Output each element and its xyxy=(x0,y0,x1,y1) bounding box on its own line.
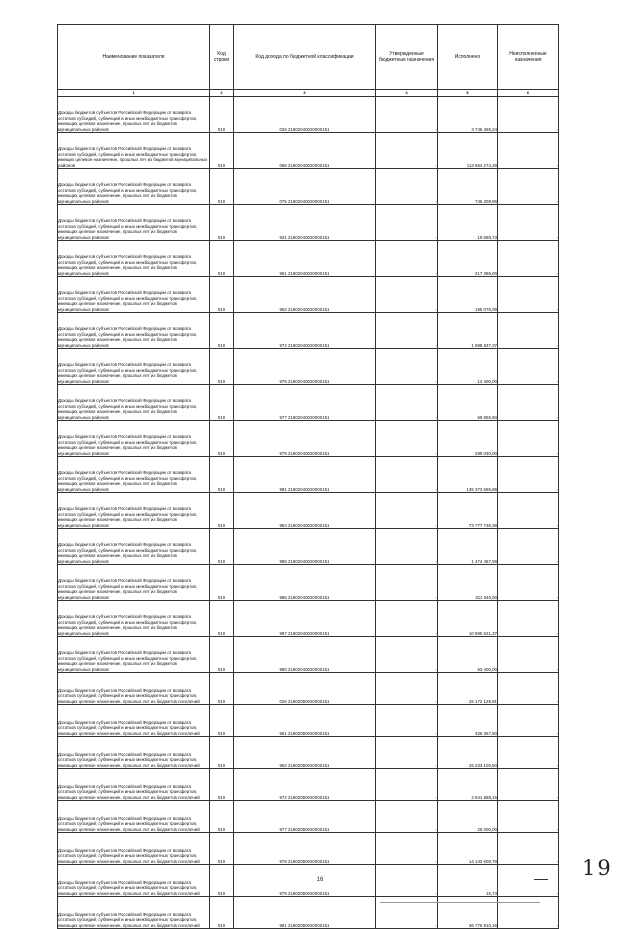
table-row xyxy=(58,385,559,421)
column-number: 6 xyxy=(498,90,559,97)
row-income-code: 962 21802040020000151 xyxy=(234,277,376,313)
row-income-code: 984 21802040020000151 xyxy=(234,493,376,529)
row-line-code: 010 xyxy=(210,241,234,277)
row-unexecuted: - xyxy=(498,493,559,529)
row-approved: - xyxy=(376,277,438,313)
row-income-code: 979 21802040020000151 xyxy=(234,421,376,457)
row-line-code: 010 xyxy=(210,737,234,769)
row-approved: - xyxy=(376,565,438,601)
row-line-code: 010 xyxy=(210,205,234,241)
column-number: 3 xyxy=(234,90,376,97)
row-executed: 113 564 274,28 xyxy=(438,133,498,169)
row-income-code: 987 21802040020000151 xyxy=(234,601,376,637)
row-executed: 36 776 910,16 xyxy=(438,897,498,929)
sheet-stamp-number: 19 xyxy=(582,856,613,880)
row-line-code: 010 xyxy=(210,565,234,601)
row-approved: - xyxy=(376,169,438,205)
table-row xyxy=(58,637,559,673)
row-income-code: 026 21802050020000151 xyxy=(234,673,376,705)
header-line-code: Код строки xyxy=(210,25,234,90)
row-unexecuted: - xyxy=(498,277,559,313)
row-unexecuted: - xyxy=(498,673,559,705)
row-line-code: 010 xyxy=(210,493,234,529)
row-indicator-name: Доходы бюджетов субъектов Российской Федерации от возврата остатков субсидий, субвенций и иных межбюджетных трансфертов, имеющих целевое назначение, прошлых лет из бюджетов поселений xyxy=(58,865,210,897)
row-approved: - xyxy=(376,493,438,529)
row-indicator-name: Доходы бюджетов субъектов Российской Федерации от возврата остатков субсидий, субвенций и иных межбюджетных трансфертов, имеющих целевое назначение, прошлых лет из бюджетов поселений xyxy=(58,737,210,769)
row-indicator-name: Доходы бюджетов субъектов Российской Федерации от возврата остатков субсидий, субвенций и иных межбюджетных трансфертов, имеющих целевое назначение, прошлых лет из бюджетов муниципальных районов xyxy=(58,205,210,241)
row-line-code: 010 xyxy=(210,865,234,897)
table-row xyxy=(58,349,559,385)
row-income-code: 961 21802040020000151 xyxy=(234,241,376,277)
row-unexecuted: - xyxy=(498,421,559,457)
row-income-code: 972 21802050020000151 xyxy=(234,769,376,801)
row-line-code: 010 xyxy=(210,529,234,565)
row-indicator-name: Доходы бюджетов субъектов Российской Федерации от возврата остатков субсидий, субвенций и иных межбюджетных трансфертов, имеющих целевое назначение, прошлых лет из бюджетов муниципальных районов xyxy=(58,313,210,349)
row-indicator-name: Доходы бюджетов субъектов Российской Федерации от возврата остатков субсидий, субвенций и иных межбюджетных трансфертов, имеющих целевое назначение, прошлых лет из бюджетов муниципальных районов xyxy=(58,601,210,637)
row-unexecuted: - xyxy=(498,313,559,349)
row-income-code: 977 21802050020000151 xyxy=(234,801,376,833)
row-unexecuted: - xyxy=(498,97,559,133)
row-executed: 73 777 736,38 xyxy=(438,493,498,529)
row-line-code: 010 xyxy=(210,673,234,705)
stamp-dash xyxy=(534,879,548,880)
header-executed: Исполнено xyxy=(438,25,498,90)
row-unexecuted: - xyxy=(498,205,559,241)
row-approved: - xyxy=(376,673,438,705)
row-indicator-name: Доходы бюджетов субъектов Российской Федерации от возврата остатков субсидий, субвенций и иных межбюджетных трансфертов, имеющих целевое назначение, прошлых лет из бюджетов муниципальных районов xyxy=(58,277,210,313)
table-row xyxy=(58,277,559,313)
row-unexecuted: - xyxy=(498,865,559,897)
table-row xyxy=(58,673,559,705)
row-income-code: 979 21802050020000151 xyxy=(234,865,376,897)
row-indicator-name: Доходы бюджетов субъектов Российской Федерации от возврата остатков субсидий, субвенций и иных межбюджетных трансфертов, имеющих целевое назначение, прошлых лет из бюджетов муниципальных районов xyxy=(58,421,210,457)
row-approved: - xyxy=(376,133,438,169)
row-approved: - xyxy=(376,421,438,457)
row-executed: 746 308,96 xyxy=(438,169,498,205)
row-income-code: 972 21802040020000151 xyxy=(234,313,376,349)
row-income-code: 066 21802040020000151 xyxy=(234,133,376,169)
row-indicator-name: Доходы бюджетов субъектов Российской Федерации от возврата остатков субсидий, субвенций и иных межбюджетных трансфертов, имеющих целевое назначение, прошлых лет из бюджетов муниципальных районов xyxy=(58,385,210,421)
row-executed: 311 046,00 xyxy=(438,565,498,601)
header-indicator-name: Наименование показателя xyxy=(58,25,210,90)
row-unexecuted: - xyxy=(498,833,559,865)
page-number: 16 xyxy=(316,877,324,883)
row-income-code: 962 21802050020000151 xyxy=(234,737,376,769)
row-approved: - xyxy=(376,865,438,897)
row-approved: - xyxy=(376,801,438,833)
row-executed: 69 856,60 xyxy=(438,385,498,421)
row-approved: - xyxy=(376,637,438,673)
row-indicator-name: Доходы бюджетов субъектов Российской Федерации от возврата остатков субсидий, субвенций и иных межбюджетных трансфертов, имеющих целевое назначение, прошлых лет из бюджетов поселений xyxy=(58,897,210,929)
row-line-code: 010 xyxy=(210,769,234,801)
table-row xyxy=(58,421,559,457)
row-line-code: 010 xyxy=(210,705,234,737)
row-unexecuted: - xyxy=(498,169,559,205)
row-approved: - xyxy=(376,349,438,385)
row-unexecuted: - xyxy=(498,769,559,801)
header-unexecuted: Неисполненные назначения xyxy=(498,25,559,90)
row-line-code: 010 xyxy=(210,169,234,205)
row-approved: - xyxy=(376,241,438,277)
row-indicator-name: Доходы бюджетов субъектов Российской Федерации от возврата остатков субсидий, субвенций и иных межбюджетных трансфертов, имеющих целевое назначение, прошлых лет из бюджетов поселений xyxy=(58,801,210,833)
row-executed: 10 995 521,37 xyxy=(438,601,498,637)
row-line-code: 010 xyxy=(210,133,234,169)
row-executed: 16,73 xyxy=(438,865,498,897)
row-unexecuted: - xyxy=(498,705,559,737)
row-unexecuted: - xyxy=(498,897,559,929)
header-approved: Утвержденные бюджетные назначения xyxy=(376,25,438,90)
row-unexecuted: - xyxy=(498,349,559,385)
row-income-code: 931 21802040020000151 xyxy=(234,205,376,241)
row-indicator-name: Доходы бюджетов субъектов Российской Федерации от возврата остатков субсидий, субвенций и иных межбюджетных трансфертов, имеющих целевое назначение, прошлых лет из бюджетов муниципальных районов xyxy=(58,565,210,601)
row-line-code: 010 xyxy=(210,313,234,349)
table-row xyxy=(58,313,559,349)
table-row xyxy=(58,529,559,565)
row-executed: 217 386,00 xyxy=(438,241,498,277)
row-income-code: 976 21802040020000151 xyxy=(234,349,376,385)
row-income-code: 985 21802040020000151 xyxy=(234,529,376,565)
table-row xyxy=(58,833,559,865)
table-row xyxy=(58,601,559,637)
row-line-code: 010 xyxy=(210,833,234,865)
row-indicator-name: Доходы бюджетов субъектов Российской Федерации от возврата остатков субсидий, субвенций и иных межбюджетных трансфертов, имеющих целевое назначение, прошлых лет из бюджетов муниципальных районов xyxy=(58,529,210,565)
row-executed: 325 367,50 xyxy=(438,705,498,737)
table-row xyxy=(58,493,559,529)
row-approved: - xyxy=(376,97,438,133)
table-row xyxy=(58,205,559,241)
header-income-code: Код дохода по бюджетной классификации xyxy=(234,25,376,90)
row-line-code: 010 xyxy=(210,457,234,493)
row-indicator-name: Доходы бюджетов субъектов Российской Федерации от возврата остатков субсидий, субвенций и иных межбюджетных трансфертов, имеющих целевое назначение, прошлых лет из бюджетов поселений xyxy=(58,673,210,705)
row-approved: - xyxy=(376,313,438,349)
row-indicator-name: Доходы бюджетов субъектов Российской Федерации от возврата остатков субсидий, субвенций и иных межбюджетных трансфертов, имеющих целевое назначение, прошлых лет из бюджетов поселений xyxy=(58,705,210,737)
row-executed: 63 400,00 xyxy=(438,637,498,673)
row-unexecuted: - xyxy=(498,385,559,421)
table-row xyxy=(58,457,559,493)
column-number: 4 xyxy=(376,90,438,97)
row-approved: - xyxy=(376,769,438,801)
row-executed: 1 698 537,37 xyxy=(438,313,498,349)
table-row xyxy=(58,565,559,601)
row-unexecuted: - xyxy=(498,241,559,277)
row-approved: - xyxy=(376,833,438,865)
row-executed: 25 000,00 xyxy=(438,801,498,833)
row-executed: 3 746 466,24 xyxy=(438,97,498,133)
row-indicator-name: Доходы бюджетов субъектов Российской Федерации от возврата остатков субсидий, субвенций и иных межбюджетных трансфертов, имеющих целевое назначение, прошлых лет из бюджетов поселений xyxy=(58,833,210,865)
column-number: 5 xyxy=(438,90,498,97)
row-indicator-name: Доходы бюджетов субъектов Российской Федерации от возврата остатков субсидий, субвенций и иных межбюджетных трансфертов, имеющих целевое назначение, прошлых лет из бюджетов муниципальных районов xyxy=(58,493,210,529)
row-unexecuted: - xyxy=(498,801,559,833)
row-executed: 26 172 129,91 xyxy=(438,673,498,705)
row-approved: - xyxy=(376,385,438,421)
row-line-code: 010 xyxy=(210,637,234,673)
row-line-code: 010 xyxy=(210,801,234,833)
column-number: 1 xyxy=(58,90,210,97)
row-income-code: 986 21802040020000151 xyxy=(234,565,376,601)
column-number-row xyxy=(58,90,559,97)
row-income-code: 981 21802040020000151 xyxy=(234,457,376,493)
row-income-code: 961 21802050020000151 xyxy=(234,705,376,737)
row-executed: 135 373 696,89 xyxy=(438,457,498,493)
row-unexecuted: - xyxy=(498,601,559,637)
row-income-code: 978 21802050020000151 xyxy=(234,833,376,865)
row-income-code: 075 21802040020000151 xyxy=(234,169,376,205)
row-line-code: 010 xyxy=(210,349,234,385)
row-approved: - xyxy=(376,205,438,241)
budget-income-table xyxy=(57,24,559,929)
row-line-code: 010 xyxy=(210,385,234,421)
row-indicator-name: Доходы бюджетов субъектов Российской Федерации от возврата остатков субсидий, субвенций и иных межбюджетных трансфертов, имеющих целевое назначение, прошлых лет из бюджетов муниципальных районов xyxy=(58,169,210,205)
row-line-code: 010 xyxy=(210,601,234,637)
column-number: 2 xyxy=(210,90,234,97)
row-unexecuted: - xyxy=(498,133,559,169)
row-line-code: 010 xyxy=(210,897,234,929)
row-unexecuted: - xyxy=(498,457,559,493)
table-row xyxy=(58,705,559,737)
row-indicator-name: Доходы бюджетов субъектов Российской Федерации от возврата остатков субсидий, субвенций и иных межбюджетных трансфертов, имеющих целевое назначение, прошлых лет из бюджетов муниципальных районов xyxy=(58,457,210,493)
row-approved: - xyxy=(376,529,438,565)
row-executed: 19 688,73 xyxy=(438,205,498,241)
row-approved: - xyxy=(376,705,438,737)
row-approved: - xyxy=(376,457,438,493)
row-indicator-name: Доходы бюджетов субъектов Российской Федерации от возврата остатков субсидий, субвенций и иных межбюджетных трансфертов, имеющих целевое назначение, прошлых лет из бюджетов поселений xyxy=(58,769,210,801)
table-row xyxy=(58,241,559,277)
row-executed: 1 474 467,59 xyxy=(438,529,498,565)
row-approved: - xyxy=(376,601,438,637)
row-executed: 14 143 609,78 xyxy=(438,833,498,865)
row-indicator-name: Доходы бюджетов субъектов Российской Федерации от возврата остатков субсидий, субвенций и иных межбюджетных трансфертов, имеющих целевое назначение, прошлых лет из бюджетов муниципальных районов xyxy=(58,637,210,673)
row-income-code: 981 21802050020000151 xyxy=(234,897,376,929)
table-row xyxy=(58,97,559,133)
row-executed: 299 030,00 xyxy=(438,421,498,457)
row-executed: 14 400,00 xyxy=(438,349,498,385)
row-approved: - xyxy=(376,737,438,769)
table-row xyxy=(58,769,559,801)
table-row xyxy=(58,801,559,833)
row-income-code: 026 21802040020000151 xyxy=(234,97,376,133)
row-executed: 26 233 100,50 xyxy=(438,737,498,769)
row-line-code: 010 xyxy=(210,277,234,313)
row-indicator-name: Доходы бюджетов субъектов Российской Федерации от возврата остатков субсидий, субвенций и иных межбюджетных трансфертов, имеющих целевое назначение, прошлых лет из бюджетов муниципальных районов xyxy=(58,97,210,133)
table-row xyxy=(58,737,559,769)
table-row xyxy=(58,133,559,169)
row-executed: 195 076,09 xyxy=(438,277,498,313)
row-executed: 2 841 688,15 xyxy=(438,769,498,801)
row-unexecuted: - xyxy=(498,565,559,601)
row-unexecuted: - xyxy=(498,529,559,565)
row-unexecuted: - xyxy=(498,737,559,769)
row-approved: - xyxy=(376,897,438,929)
row-indicator-name: Доходы бюджетов субъектов Российской Федерации от возврата остатков субсидий, субвенций и иных межбюджетных трансфертов, имеющих целевое назначение, прошлых лет из бюджетов муниципальных районов xyxy=(58,349,210,385)
row-indicator-name: Доходы бюджетов субъектов Российской Федерации от возврата остатков субсидий, субвенций и иных межбюджетных трансфертов, имещих целевое назначение, прошлых лет из бюджетов муниципальных районов xyxy=(58,133,210,169)
table-header-row xyxy=(58,25,559,90)
row-indicator-name: Доходы бюджетов субъектов Российской Федерации от возврата остатков субсидий, субвенций и иных межбюджетных трансфертов, имеющих целевое назначение, прошлых лет из бюджетов муниципальных районов xyxy=(58,241,210,277)
row-line-code: 010 xyxy=(210,421,234,457)
table-row xyxy=(58,169,559,205)
row-line-code: 010 xyxy=(210,97,234,133)
row-income-code: 990 21802040020000151 xyxy=(234,637,376,673)
row-income-code: 977 21802040020000151 xyxy=(234,385,376,421)
bottom-rule xyxy=(380,902,540,903)
row-unexecuted: - xyxy=(498,637,559,673)
